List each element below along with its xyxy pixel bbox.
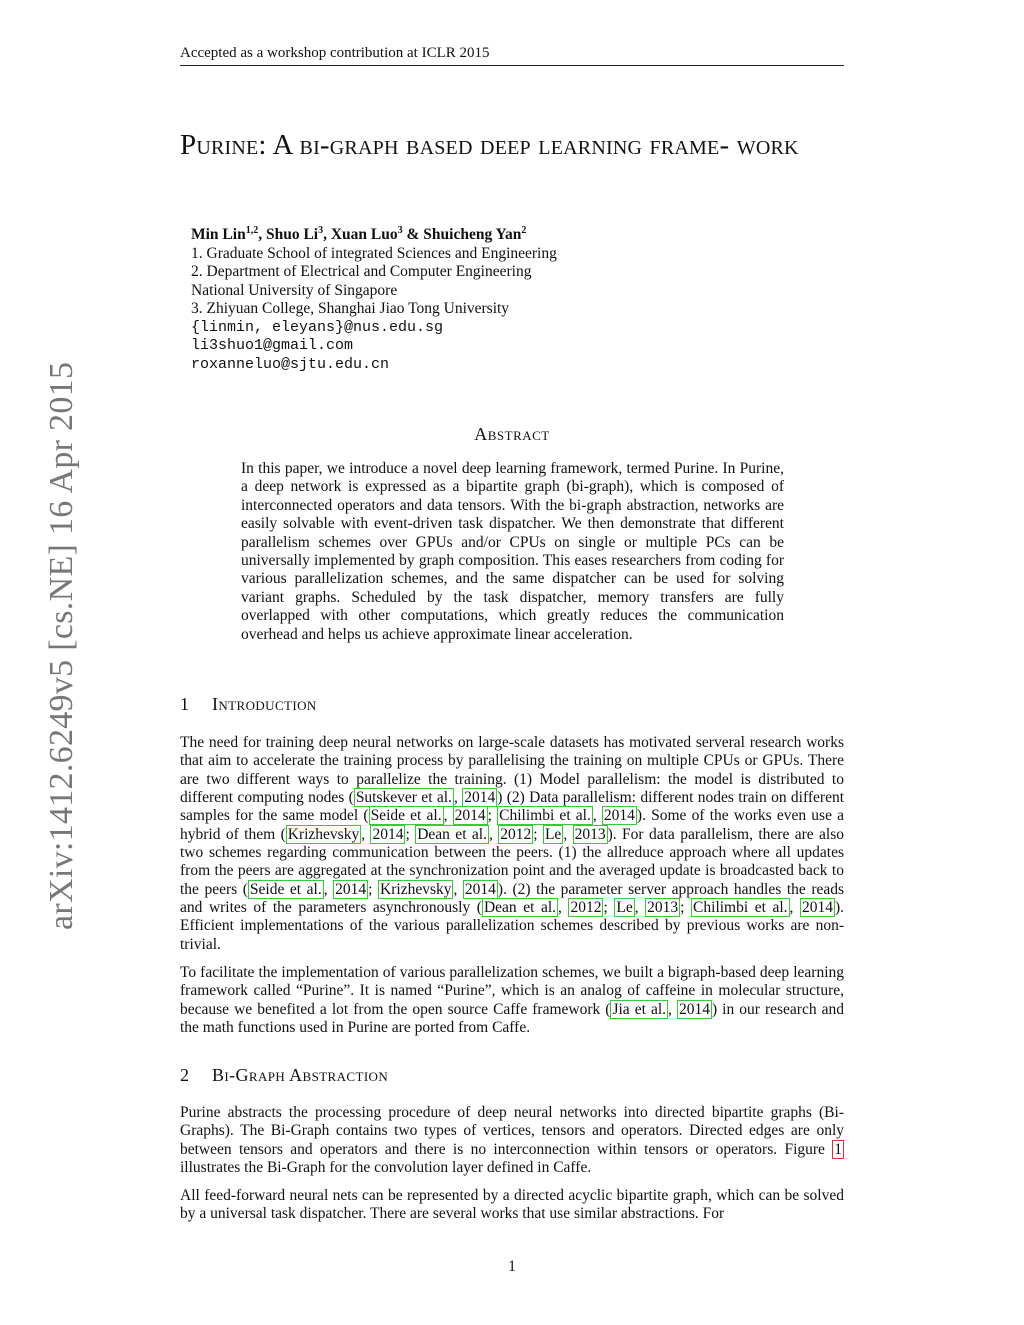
- section-number: 2: [180, 1065, 190, 1085]
- header-rule: [180, 65, 844, 66]
- citation-link[interactable]: 2012: [500, 825, 532, 843]
- section-heading-bi-graph-abstraction: [180, 1064, 844, 1086]
- citation-link[interactable]: 2014: [454, 807, 486, 825]
- citation-link[interactable]: Seide et al.: [370, 807, 442, 825]
- citation-link[interactable]: 2014: [802, 899, 833, 917]
- citation-link[interactable]: Chilimbi et al.: [499, 807, 591, 825]
- paper-title: Purine: A bi-graph based deep learning frame- work: [180, 129, 799, 161]
- citation-link[interactable]: Chilimbi et al.: [693, 899, 788, 917]
- paragraph: To facilitate the implementation of various parallelization schemes, we built a bigraph-based deep learning framework called “Purine”. It is named “Purine”, which is an analog of caffeine in molecular structure, because we benefited a lot from the open source Caffe framework ( Jia et al. , 2014 ) in our research and the math functions used in Purine are ported from Caffe.: [180, 964, 844, 1037]
- author-affiliation-mark: 3: [318, 224, 324, 236]
- author-email: roxanneluo@sjtu.edu.cn: [191, 355, 390, 373]
- author-affiliation-mark: 1,2: [245, 224, 259, 236]
- section-title: Introduction: [212, 694, 317, 714]
- citation-link[interactable]: 2014: [464, 789, 496, 807]
- citation-link[interactable]: Le: [544, 825, 562, 843]
- citation-link[interactable]: Krizhevsky: [380, 880, 452, 898]
- affiliation: 3. Zhiyuan College, Shanghai Jiao Tong University: [191, 300, 510, 317]
- citation-link[interactable]: Sutskever et al.: [355, 789, 452, 807]
- figure-ref-link[interactable]: 1: [834, 1140, 842, 1158]
- author-names: Min Lin$^{1,2}$, Shuo Li$^3$, Xuan Luo$^3$ & Shuicheng Yan$^2$: [191, 224, 527, 243]
- author-email: li3shuo1@gmail.com: [191, 337, 354, 354]
- paragraph: All feed-forward neural nets can be represented by a directed acyclic bipartite graph, which can be solved by a universal task dispatcher. There are several works that use similar abstractions. For: [180, 1187, 844, 1223]
- citation-link[interactable]: Seide et al.: [249, 880, 322, 898]
- section-number: 1: [180, 694, 190, 714]
- arxiv-stamp: arXiv:1412.6249v5 [cs.NE] 16 Apr 2015: [43, 361, 80, 930]
- affiliation: 1. Graduate School of integrated Sciences and Engineering: [191, 244, 557, 262]
- author-block: [191, 226, 791, 374]
- page-number: 1: [508, 1258, 516, 1275]
- citation-link[interactable]: 2014: [372, 825, 404, 843]
- affiliation: National University of Singapore: [191, 281, 398, 299]
- citation-link[interactable]: Krizhevsky: [287, 825, 360, 843]
- affiliation: 2. Department of Electrical and Computer Engineering: [191, 263, 532, 280]
- citation-link[interactable]: Jia et al.: [612, 1000, 667, 1018]
- citation-link[interactable]: 2014: [335, 880, 367, 898]
- section-title: Bi-Graph Abstraction: [212, 1065, 389, 1085]
- author-affiliation-mark: 3: [397, 224, 403, 236]
- paragraph: Purine abstracts the processing procedure of deep neural networks into directed bipartite graphs (Bi-Graphs). The Bi-Graph contains two types of vertices, tensors and operators. Directed edges are only between tensors and operators and there is no interconnection within tensors or operators. Figure 1 illustrates the Bi-Graph for the convolution layer defined in Caffe.: [180, 1104, 844, 1177]
- citation-link[interactable]: Le: [616, 899, 633, 917]
- author-name: Shuicheng Yan: [423, 226, 522, 243]
- citation-link[interactable]: 2013: [574, 825, 606, 843]
- citation-link[interactable]: 2014: [464, 880, 496, 898]
- running-header: Accepted as a workshop contribution at ICLR 2015: [180, 45, 490, 61]
- citation-link[interactable]: 2014: [603, 807, 635, 825]
- citation-link[interactable]: 2012: [570, 899, 602, 917]
- citation-link[interactable]: 2013: [647, 899, 679, 917]
- author-email: {linmin, eleyans}@nus.edu.sg: [191, 318, 444, 336]
- paragraph: The need for training deep neural networks on large-scale datasets has motivated serveral research works that aim to accelerate the training process by parallelising the training on multiple CPUs or GPUs. There are two different ways to parallelize the training. (1) Model parallelism: the model is distributed to different computing nodes ( Sutskever et al. , 2014 ) (2) Data parallelism: different nodes train on different samples for the same model ( Seide et al. , 2014 ; Chilimbi et al. , 2014 ). Some of the works even use a hybrid of them ( Krizhevsky , 2014 ; Dean et al. , 2012 ; Le , 2013 ). For data parallelism, there are also two schemes regarding communication between the peers. (1) the allreduce approach where all updates from the peers are aggregated at the synchronization point and the averaged update is broadcasted back to the peers ( Seide et al. , 2014 ; Krizhevsky , 2014 ). (2) the parameter server approach handles the reads and writes of the parameters asynchronously ( Dean et al. , 2012 ; Le , 2013 ; Chilimbi et al. , 2014 ). Efficient implementations of the various parallelization schemes described by previous works are non-trivial.: [180, 734, 845, 953]
- citation-link[interactable]: Dean et al.: [417, 825, 487, 843]
- citation-link[interactable]: Dean et al.: [483, 899, 557, 917]
- citation-link[interactable]: 2014: [678, 1000, 710, 1018]
- abstract-heading: Abstract: [474, 424, 550, 444]
- author-name: Xuan Luo: [330, 226, 398, 243]
- author-name: Min Lin: [191, 226, 246, 243]
- section-heading-introduction: [180, 693, 844, 715]
- abstract-body: In this paper, we introduce a novel deep learning framework, termed Purine. In Purine, a deep network is expressed as a bipartite graph (bi-graph), which is composed of interconnected operators and data tensors. With the bi-graph abstraction, networks are easily solvable with event-driven task dispatcher. We then demonstrate that different parallelism schemes over GPUs and/or CPUs on single or multiple PCs can be universally implemented by graph composition. This eases researchers from coding for various parallelization schemes, and the same dispatcher can be used for solving variant graphs. Scheduled by the task dispatcher, memory transfers are fully overlapped with other computations, which greatly reduces the communication overhead and helps us achieve approximate linear acceleration.: [241, 460, 784, 643]
- author-name: Shuo Li: [265, 226, 319, 243]
- author-affiliation-mark: 2: [521, 224, 527, 236]
